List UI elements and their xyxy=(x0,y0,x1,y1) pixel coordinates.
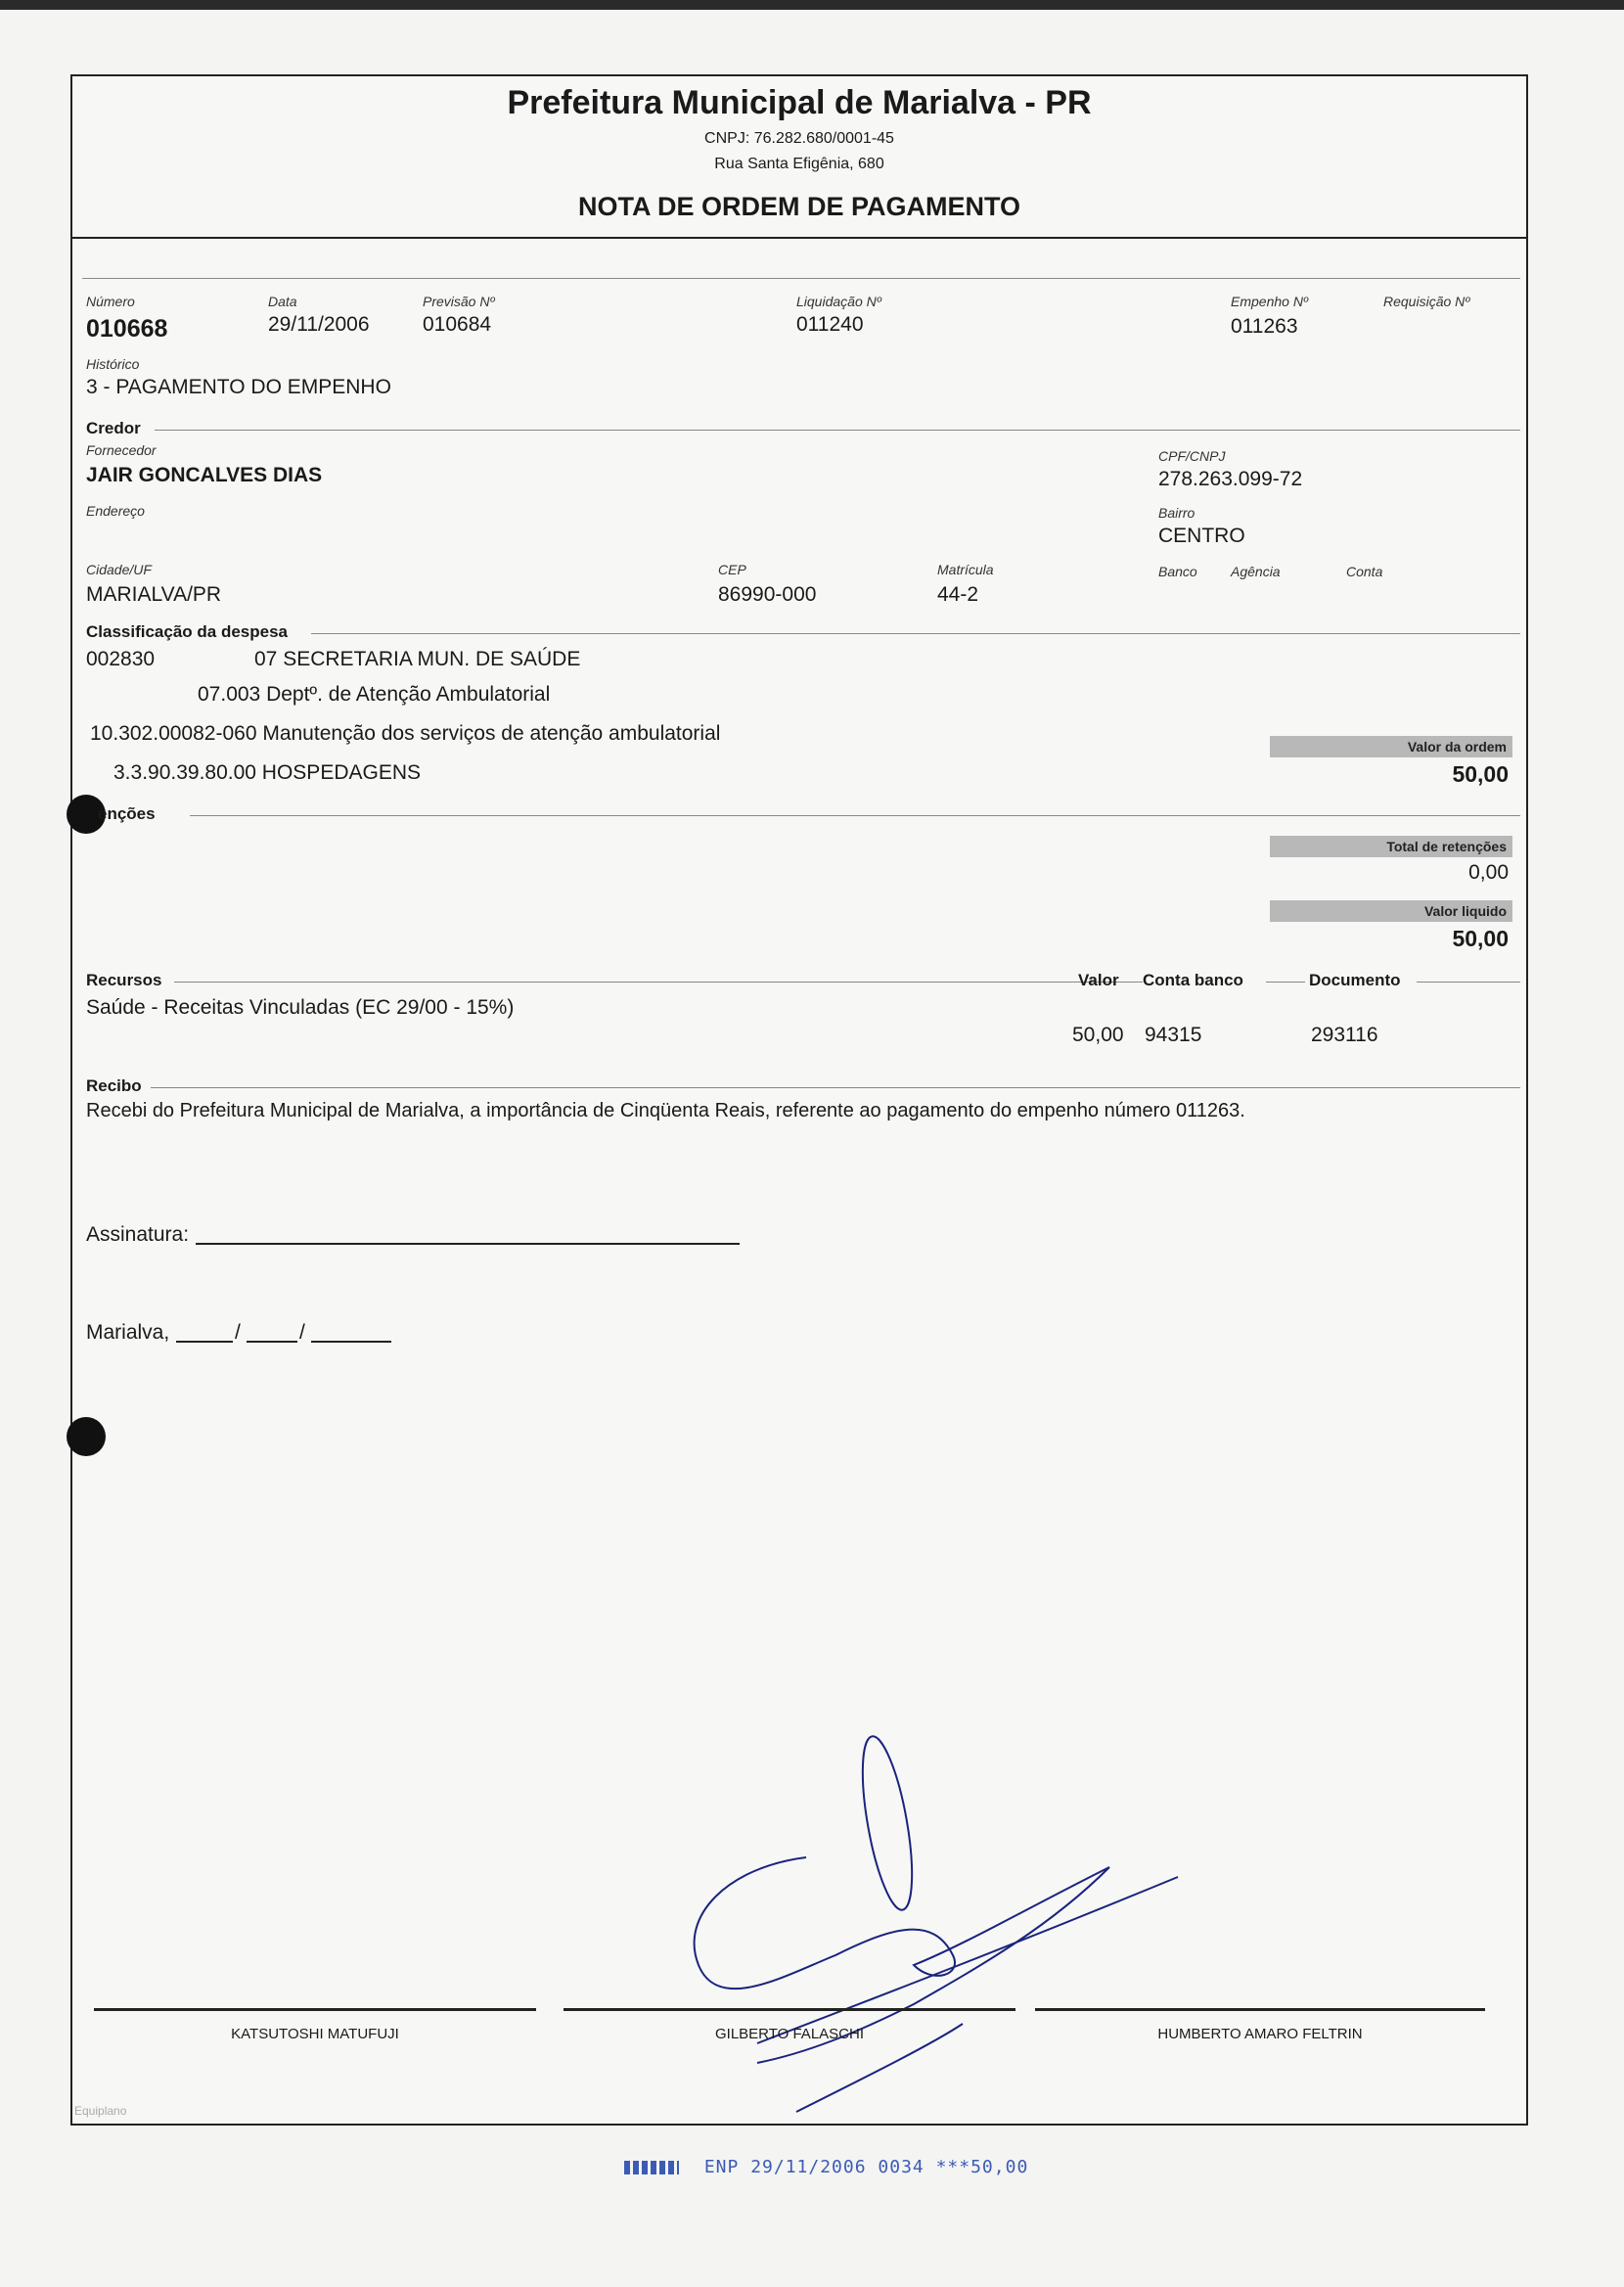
recursos-documento-header: Documento xyxy=(1309,971,1401,989)
elemento: 3.3.90.39.80.00 HOSPEDAGENS xyxy=(113,761,422,784)
cidade-value: MARIALVA/PR xyxy=(86,583,222,606)
total-retencoes-label: Total de retenções xyxy=(1270,836,1512,857)
valor-liquido-label: Valor liquido xyxy=(1270,900,1512,922)
date-month-line xyxy=(247,1341,297,1343)
requisicao-label: Requisição Nº xyxy=(1383,294,1470,309)
banco-label: Banco xyxy=(1158,564,1197,579)
recibo-section: Recibo xyxy=(86,1076,142,1095)
valor-liquido-value: 50,00 xyxy=(1452,926,1509,951)
stamp-logo-icon xyxy=(624,2161,679,2174)
municipality-address: Rua Santa Efigênia, 680 xyxy=(714,156,884,172)
recursos-rule-2 xyxy=(1127,982,1139,983)
date-slash-1: / xyxy=(235,1321,241,1344)
recibo-text: Recebi do Prefeitura Municipal de Marialva, a importância de Cinqüenta Reais, referente ao pagamento do empenho número 011263. xyxy=(86,1100,1245,1121)
signature-line-right xyxy=(1035,2008,1485,2011)
credor-section: Credor xyxy=(86,419,141,437)
bairro-value: CENTRO xyxy=(1158,525,1245,547)
bairro-label: Bairro xyxy=(1158,505,1195,521)
previsao-value: 010684 xyxy=(423,313,492,336)
historico-value: 3 - PAGAMENTO DO EMPENHO xyxy=(86,376,391,398)
agencia-label: Agência xyxy=(1231,564,1281,579)
total-retencoes-value: 0,00 xyxy=(1468,861,1509,884)
programa: 10.302.00082-060 Manutenção dos serviços de atenção ambulatorial xyxy=(90,722,721,745)
scan-top-edge xyxy=(0,0,1624,10)
data-label: Data xyxy=(268,294,297,309)
credor-rule xyxy=(155,430,1520,431)
conta-label: Conta xyxy=(1346,564,1383,579)
recursos-fonte: Saúde - Receitas Vinculadas (EC 29/00 - 15%) xyxy=(86,996,515,1019)
valor-ordem-value: 50,00 xyxy=(1452,761,1509,787)
signature-line-left xyxy=(94,2008,536,2011)
numero-label: Número xyxy=(86,294,135,309)
local-label: Marialva, xyxy=(86,1321,170,1344)
recursos-rule-3 xyxy=(1266,982,1305,983)
valor-ordem-label: Valor da ordem xyxy=(1270,736,1512,757)
departamento: 07.003 Deptº. de Atenção Ambulatorial xyxy=(198,683,551,706)
historico-label: Histórico xyxy=(86,356,140,372)
municipality-cnpj: CNPJ: 76.282.680/0001-45 xyxy=(704,130,894,147)
form-header xyxy=(72,76,1526,239)
handwritten-signature xyxy=(640,1730,1246,2190)
municipality-title: Prefeitura Municipal de Marialva - PR xyxy=(507,84,1092,121)
classificacao-code: 002830 xyxy=(86,648,156,670)
ids-rule xyxy=(82,278,1520,279)
recursos-conta: 94315 xyxy=(1145,1024,1202,1046)
cpf-value: 278.263.099-72 xyxy=(1158,468,1303,490)
endereco-label: Endereço xyxy=(86,503,145,519)
assinatura-line xyxy=(196,1243,740,1245)
recursos-rule-4 xyxy=(1417,982,1520,983)
recursos-valor: 50,00 xyxy=(1072,1024,1124,1046)
signature-line-center xyxy=(564,2008,1015,2011)
signatory-center: GILBERTO FALASCHI xyxy=(715,2026,864,2042)
fornecedor-label: Fornecedor xyxy=(86,442,157,458)
cpf-label: CPF/CNPJ xyxy=(1158,448,1226,464)
recursos-conta-header: Conta banco xyxy=(1143,971,1243,989)
retencoes-rule xyxy=(190,815,1520,816)
software-watermark: Equiplano xyxy=(74,2104,127,2118)
date-slash-2: / xyxy=(299,1321,305,1344)
bank-stamp xyxy=(624,2157,1028,2177)
empenho-label: Empenho Nº xyxy=(1231,294,1309,309)
cep-value: 86990-000 xyxy=(718,583,817,606)
cep-label: CEP xyxy=(718,562,746,577)
classificacao-section: Classificação da despesa xyxy=(86,622,289,641)
assinatura-label: Assinatura: xyxy=(86,1223,190,1246)
matricula-value: 44-2 xyxy=(937,583,979,606)
recursos-valor-header: Valor xyxy=(1078,971,1119,989)
retencoes-section: enções xyxy=(98,804,156,823)
liquidacao-label: Liquidação Nº xyxy=(796,294,881,309)
matricula-label: Matrícula xyxy=(937,562,994,577)
numero-value: 010668 xyxy=(86,315,168,343)
signatory-right: HUMBERTO AMARO FELTRIN xyxy=(1157,2026,1363,2042)
cidade-label: Cidade/UF xyxy=(86,562,152,577)
recibo-rule xyxy=(151,1087,1520,1088)
previsao-label: Previsão Nº xyxy=(423,294,495,309)
payment-order-form xyxy=(70,74,1528,2126)
date-day-line xyxy=(176,1341,233,1343)
data-value: 29/11/2006 xyxy=(268,313,370,336)
recursos-section: Recursos xyxy=(86,971,162,989)
signatory-left: KATSUTOSHI MATUFUJI xyxy=(231,2026,399,2042)
stamp-text: ENP 29/11/2006 0034 ***50,00 xyxy=(703,2157,1029,2177)
empenho-value: 011263 xyxy=(1231,315,1298,338)
recursos-documento: 293116 xyxy=(1311,1024,1378,1046)
liquidacao-value: 011240 xyxy=(796,313,864,336)
classificacao-rule xyxy=(311,633,1520,634)
date-year-line xyxy=(311,1341,391,1343)
fornecedor-value: JAIR GONCALVES DIAS xyxy=(86,464,323,486)
secretaria: 07 SECRETARIA MUN. DE SAÚDE xyxy=(254,648,581,670)
punch-hole-lower xyxy=(67,1417,106,1456)
document-title: NOTA DE ORDEM DE PAGAMENTO xyxy=(577,192,1020,221)
recursos-rule xyxy=(174,982,1143,983)
